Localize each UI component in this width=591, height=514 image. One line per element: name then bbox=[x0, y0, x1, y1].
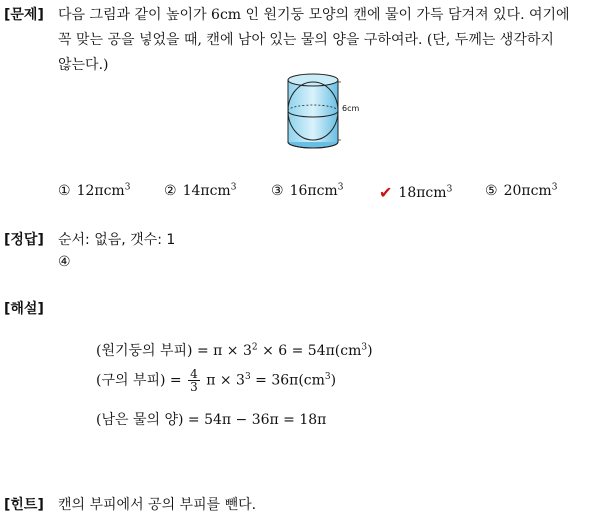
problem-tag: [문제] bbox=[4, 7, 44, 23]
option-marker-3: ③ bbox=[271, 183, 284, 199]
checkmark-icon: ✔ bbox=[379, 183, 393, 202]
problem-text-line2: 꼭 맞는 공을 넣었을 때, 캔에 남아 있는 물의 양을 구하여라. (단, 두께는 생각하지 bbox=[58, 32, 554, 48]
option-marker-1: ① bbox=[58, 183, 71, 199]
answer-line2: ④ bbox=[58, 254, 71, 270]
explanation-tag: [해설] bbox=[4, 301, 44, 317]
cylinder-figure bbox=[283, 70, 373, 150]
problem-text-line1: 다음 그림과 같이 높이가 6cm 인 원기둥 모양의 캔에 물이 가득 담겨져 있다. 여기에 bbox=[58, 7, 570, 23]
fraction-four-thirds: $\frac{4}{3}$ bbox=[190, 367, 198, 394]
problem-text-line3: 않는다.) bbox=[58, 57, 109, 73]
height-label: 6cm bbox=[342, 104, 360, 113]
answer-line1: 순서: 없음, 갯수: 1 bbox=[58, 232, 176, 248]
equation-remaining-water: (남은 물의 양) = 54π − 36π = 18π bbox=[96, 412, 327, 428]
cylinder-diagram bbox=[283, 70, 373, 150]
option-marker-2: ② bbox=[164, 183, 177, 199]
hint-tag: [힌트] bbox=[4, 497, 44, 513]
option-2[interactable]: ② 14πcm$^3$ bbox=[164, 182, 237, 199]
option-marker-5: ⑤ bbox=[485, 183, 498, 199]
answer-tag: [정답] bbox=[4, 232, 44, 248]
equation-sphere-volume: (구의 부피) = $\frac{4}{3}$ $\pi \times 3^3 = 36\pi(cm^3)$ bbox=[96, 367, 337, 394]
equation-cylinder-volume: (원기둥의 부피) = $\pi \times 3^2 \times 6 = 54\pi(cm^3)$ bbox=[96, 342, 373, 359]
option-1[interactable]: ① 12πcm$^3$ bbox=[58, 182, 131, 199]
hint-text: 캔의 부피에서 공의 부피를 뺀다. bbox=[58, 497, 257, 513]
option-5[interactable]: ⑤ 20πcm$^3$ bbox=[485, 182, 558, 199]
option-3[interactable]: ③ 16πcm$^3$ bbox=[271, 182, 344, 199]
option-4[interactable]: ✔ 18πcm$^3$ bbox=[379, 183, 453, 202]
